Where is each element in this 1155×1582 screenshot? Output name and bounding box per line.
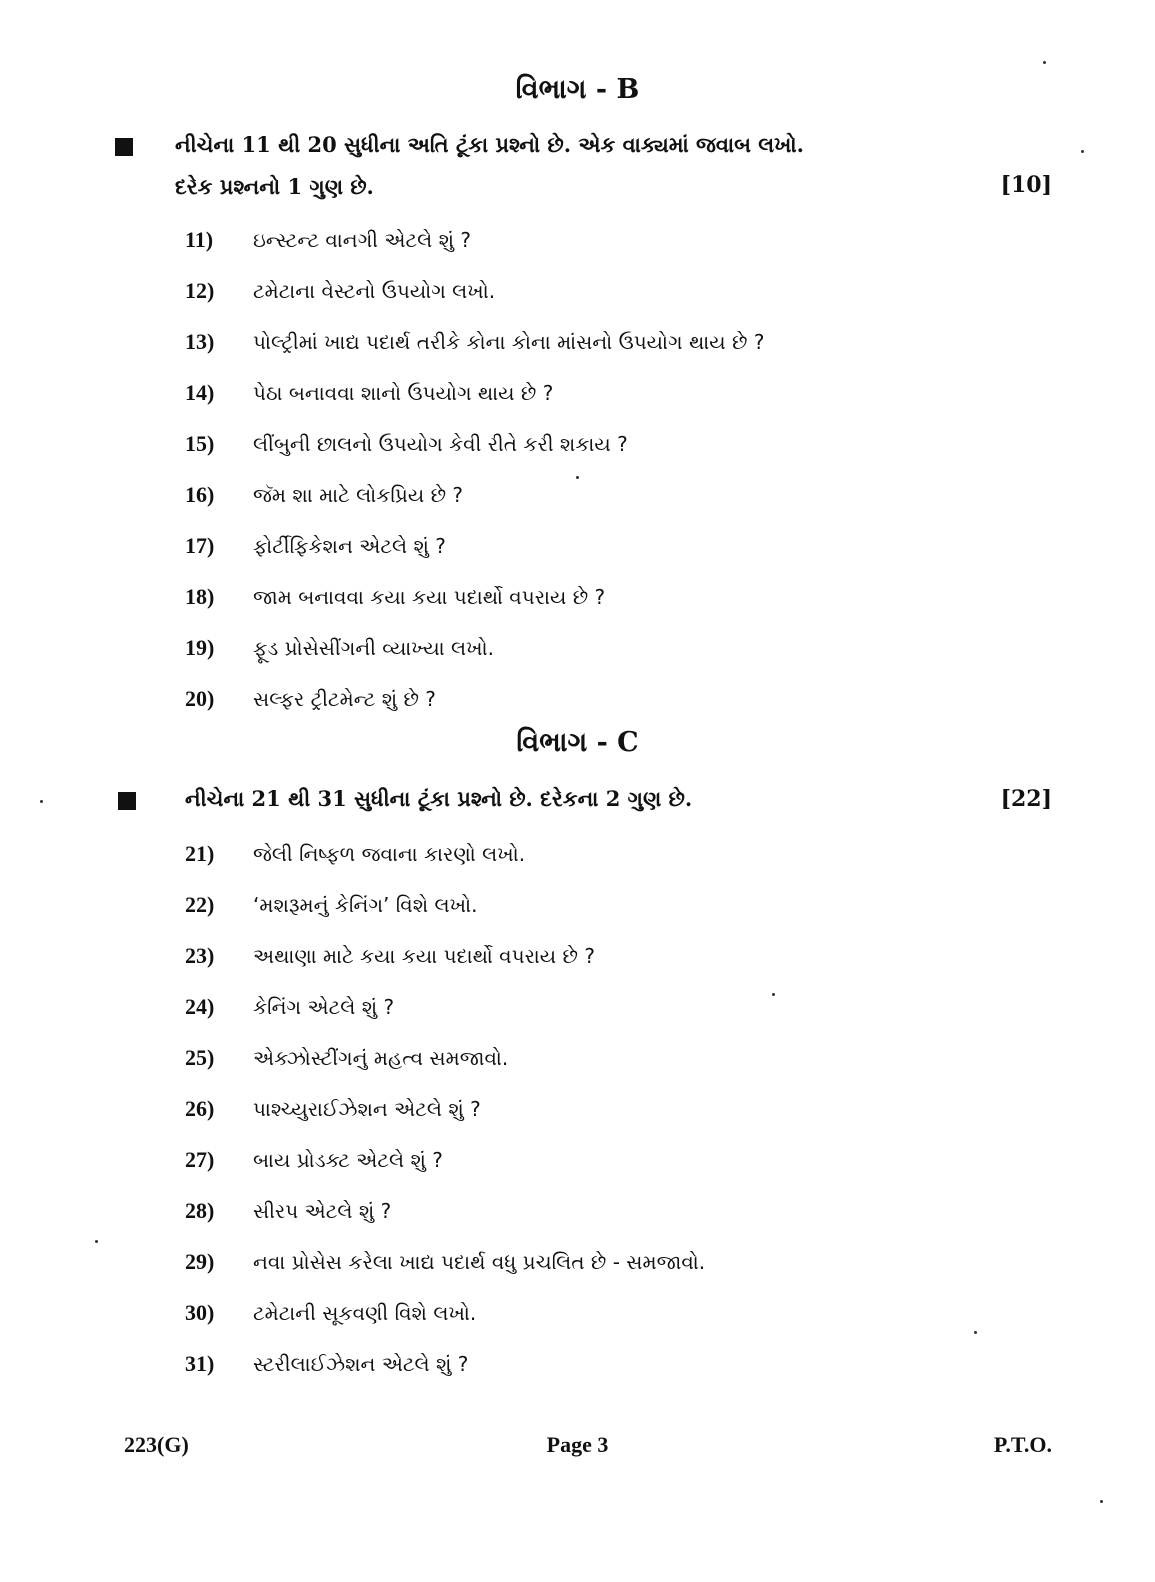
question-number: 29) bbox=[185, 1248, 215, 1274]
section-c-question-list bbox=[185, 828, 705, 1389]
section-b-bullet bbox=[115, 138, 133, 156]
scan-speck bbox=[40, 800, 43, 803]
question-text: ફૂડ પ્રોસેસીંગની વ્યાખ્યા લખો. bbox=[253, 635, 494, 660]
question-text: સલ્ફર ટ્રીટમેન્ટ શું છે ? bbox=[253, 686, 436, 711]
section-b-instruction-line1: નીચેના 11 થી 20 સુધીના અતિ ટૂંકા પ્રશ્નો છે. એક વાક્યમાં જવાબ લખો. bbox=[175, 132, 804, 157]
scan-speck bbox=[1043, 61, 1046, 64]
question-row-18 bbox=[185, 571, 764, 622]
question-number: 25) bbox=[185, 1044, 215, 1070]
question-row-12 bbox=[185, 265, 764, 316]
scan-speck bbox=[1100, 1500, 1103, 1503]
question-number: 22) bbox=[185, 891, 215, 917]
question-number: 20) bbox=[185, 685, 215, 711]
question-row-14 bbox=[185, 367, 764, 418]
question-text: જેલી નિષ્ફળ જવાના કારણો લખો. bbox=[253, 841, 526, 866]
question-text: જામ બનાવવા કયા કયા પદાર્થો વપરાય છે ? bbox=[253, 584, 606, 609]
question-number: 28) bbox=[185, 1197, 215, 1223]
scan-speck bbox=[576, 476, 579, 479]
page-number: Page 3 bbox=[546, 1432, 609, 1457]
question-text: બાય પ્રોડક્ટ એટલે શું ? bbox=[253, 1147, 443, 1172]
question-number: 17) bbox=[185, 532, 215, 558]
section-c-instruction: નીચેના 21 થી 31 સુધીના ટૂંકા પ્રશ્નો છે. દરેકના 2 ગુણ છે. bbox=[185, 786, 693, 811]
question-number: 31) bbox=[185, 1350, 215, 1376]
question-row-11 bbox=[185, 214, 764, 265]
question-row-27 bbox=[185, 1134, 705, 1185]
question-text: સ્ટરીલાઈઝેશન એટલે શું ? bbox=[253, 1351, 469, 1376]
question-text: લીંબુની છાલનો ઉપયોગ કેવી રીતે કરી શકાય ? bbox=[253, 431, 628, 456]
question-row-29 bbox=[185, 1236, 705, 1287]
question-number: 18) bbox=[185, 583, 215, 609]
section-b-title: વિભાગ - B bbox=[515, 74, 640, 105]
question-number: 30) bbox=[185, 1299, 215, 1325]
question-number: 24) bbox=[185, 993, 215, 1019]
question-row-22 bbox=[185, 879, 705, 930]
pto-label: P.T.O. bbox=[993, 1432, 1052, 1457]
question-row-15 bbox=[185, 418, 764, 469]
scan-speck bbox=[772, 993, 775, 996]
question-text: પાશ્ચ્યુરાઈઝેશન એટલે શું ? bbox=[253, 1096, 481, 1121]
question-number: 13) bbox=[185, 328, 215, 354]
question-row-24 bbox=[185, 981, 705, 1032]
question-text: અથાણા માટે કયા કયા પદાર્થો વપરાય છે ? bbox=[253, 943, 595, 968]
scan-speck bbox=[95, 1240, 98, 1243]
question-row-19 bbox=[185, 622, 764, 673]
question-row-23 bbox=[185, 930, 705, 981]
question-text: ફોર્ટીફિકેશન એટલે શું ? bbox=[253, 533, 446, 558]
question-number: 23) bbox=[185, 942, 215, 968]
question-number: 11) bbox=[185, 226, 214, 252]
question-text: ટમેટાની સૂકવણી વિશે લખો. bbox=[253, 1300, 477, 1325]
section-b-question-list bbox=[185, 214, 764, 724]
question-row-20 bbox=[185, 673, 764, 724]
question-text: કેનિંગ એટલે શું ? bbox=[253, 994, 395, 1019]
section-c-title: વિભાગ - C bbox=[516, 727, 639, 758]
question-text: એક્ઝોસ્ટીંગનું મહત્વ સમજાવો. bbox=[253, 1045, 509, 1070]
question-row-17 bbox=[185, 520, 764, 571]
question-row-30 bbox=[185, 1287, 705, 1338]
question-row-21 bbox=[185, 828, 705, 879]
scan-speck bbox=[1081, 150, 1084, 153]
section-b-instruction-line2: દરેક પ્રશ્નનો 1 ગુણ છે. bbox=[175, 174, 374, 199]
question-number: 21) bbox=[185, 840, 215, 866]
question-text: જૅમ શા માટે લોકપ્રિય છે ? bbox=[253, 482, 464, 507]
question-row-26 bbox=[185, 1083, 705, 1134]
question-number: 15) bbox=[185, 430, 215, 456]
question-text: નવા પ્રોસેસ કરેલા ખાદ્ય પદાર્થ વધુ પ્રચલિત છે - સમજાવો. bbox=[253, 1249, 706, 1274]
question-text: ‘મશરૂમનું કેનિંગ’ વિશે લખો. bbox=[253, 892, 478, 917]
question-number: 27) bbox=[185, 1146, 215, 1172]
paper-code: 223(G) bbox=[124, 1432, 189, 1457]
question-text: પેઠા બનાવવા શાનો ઉપયોગ થાય છે ? bbox=[253, 380, 554, 405]
question-row-31 bbox=[185, 1338, 705, 1389]
question-row-13 bbox=[185, 316, 764, 367]
question-text: પોલ્ટ્રીમાં ખાદ્ય પદાર્થ તરીકે કોના કોના માંસનો ઉપયોગ થાય છે ? bbox=[253, 329, 765, 354]
section-c-marks: [22] bbox=[1000, 786, 1052, 812]
question-row-16 bbox=[185, 469, 764, 520]
question-text: ટમેટાના વેસ્ટનો ઉપયોગ લખો. bbox=[253, 278, 496, 303]
question-text: સીરપ એટલે શું ? bbox=[253, 1198, 392, 1223]
question-text: ઇન્સ્ટન્ટ વાનગી એટલે શું ? bbox=[253, 227, 471, 252]
question-number: 16) bbox=[185, 481, 215, 507]
question-row-28 bbox=[185, 1185, 705, 1236]
question-number: 14) bbox=[185, 379, 215, 405]
question-row-25 bbox=[185, 1032, 705, 1083]
question-number: 12) bbox=[185, 277, 215, 303]
scan-speck bbox=[974, 1331, 977, 1334]
question-number: 26) bbox=[185, 1095, 215, 1121]
section-b-marks: [10] bbox=[1000, 172, 1052, 198]
section-c-bullet bbox=[118, 792, 136, 810]
question-number: 19) bbox=[185, 634, 215, 660]
